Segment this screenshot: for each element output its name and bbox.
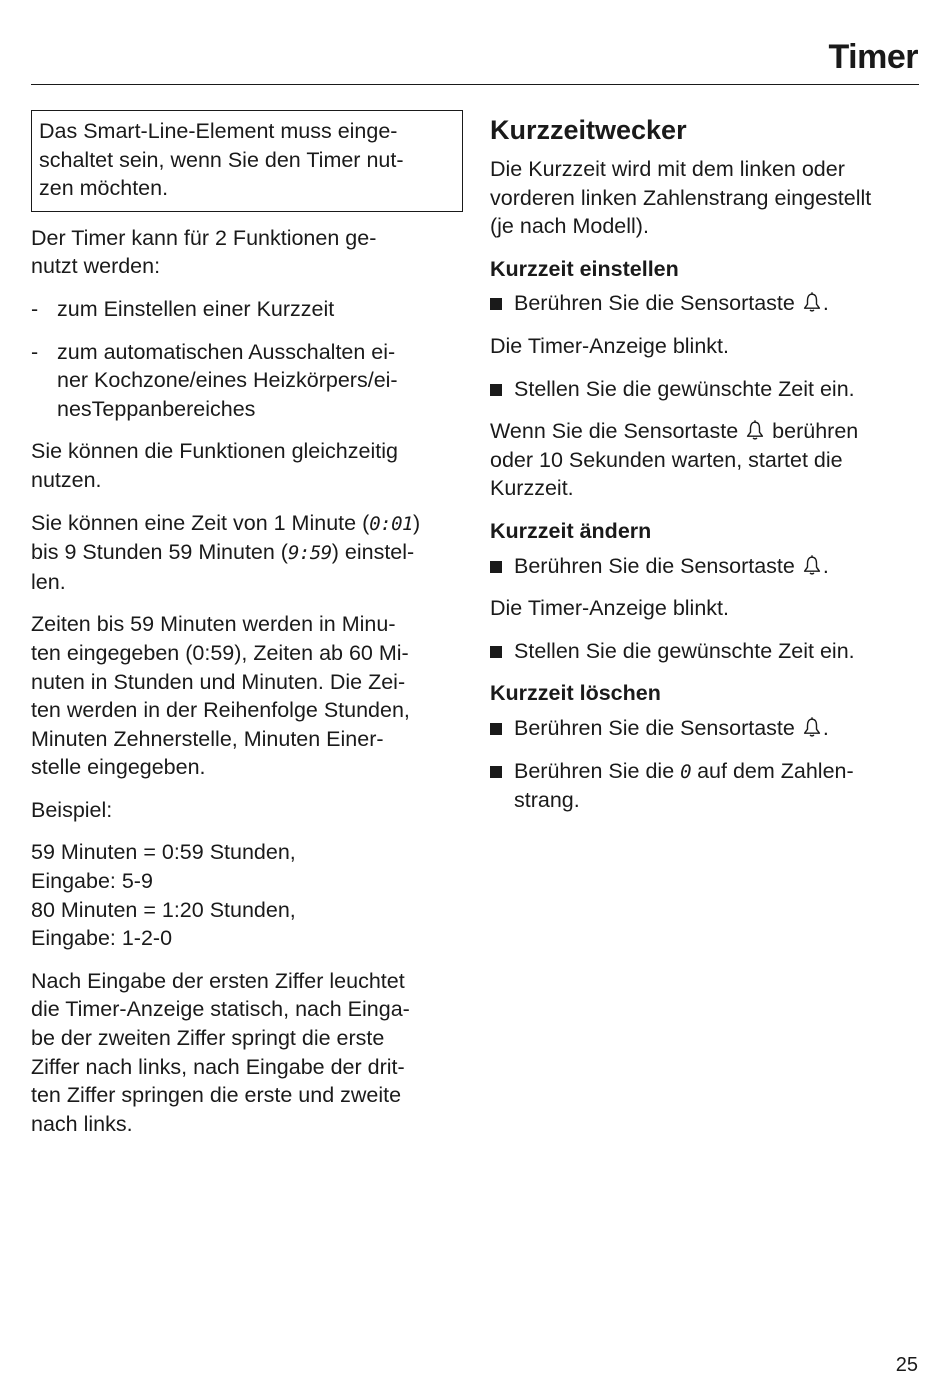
info-text: Die Timer-Anzeige blinkt.: [490, 596, 729, 621]
text-line: (je nach Modell).: [490, 214, 649, 239]
intro-paragraph: [31, 224, 463, 281]
section-heading: Kurzzeitwecker: [490, 115, 687, 145]
step-item: [490, 375, 920, 404]
list-item: [31, 295, 463, 324]
dash-marker: -: [31, 296, 39, 321]
text-line: [490, 417, 920, 446]
time-range-paragraph: [31, 509, 463, 597]
simultaneous-paragraph: [31, 437, 463, 494]
example-paragraph: [31, 838, 463, 952]
text-line: ten Ziffer springen die erste und zweite: [31, 1083, 402, 1108]
bullet-square: [490, 766, 502, 778]
text-line: be der zweiten Ziffer springt die erste: [31, 1026, 385, 1051]
text-line: Sie können die Funktionen gleichzeitig: [31, 439, 398, 464]
text-line: Minuten Zehnerstelle, Minuten Einer-: [31, 726, 384, 751]
bell-icon: [744, 419, 766, 441]
lcd-max-time: 9:59: [287, 542, 332, 565]
text-line: zum Einstellen einer Kurzzeit: [57, 296, 335, 321]
text-line: Kurzzeit.: [490, 476, 574, 501]
step-item: [490, 637, 920, 666]
step-item: [490, 289, 920, 318]
text-segment: ): [413, 510, 421, 535]
text-line: stelle eingegeben.: [31, 755, 206, 780]
bullet-square: [490, 384, 502, 396]
subheading-change: Kurzzeit ändern: [490, 518, 652, 543]
step-text: Berühren Sie die Sensortaste: [514, 715, 795, 740]
step-text: Berühren Sie die Sensortaste: [514, 553, 795, 578]
bell-icon: [801, 291, 823, 313]
text-line: nuten in Stunden und Minuten. Die Zei-: [31, 669, 406, 694]
text-line: vorderen linken Zahlenstrang eingestellt: [490, 185, 872, 210]
notice-line: schaltet sein, wenn Sie den Timer nut-: [39, 147, 404, 172]
lcd-min-time: 0:01: [369, 512, 413, 535]
right-column: [490, 110, 920, 829]
subheading-set: Kurzzeit einstellen: [490, 256, 679, 281]
text-line: Nach Eingabe der ersten Ziffer leuchtet: [31, 968, 405, 993]
text-line: strang.: [514, 788, 580, 813]
info-text: Die Timer-Anzeige blinkt.: [490, 333, 729, 358]
text-segment: ) einstel-: [331, 540, 415, 565]
text-line: nutzt werden:: [31, 254, 161, 279]
text-line: ten werden in der Reihenfolge Stunden,: [31, 698, 410, 723]
page-title: Timer: [828, 38, 918, 76]
text-segment: bis 9 Stunden 59 Minuten (: [31, 540, 288, 565]
start-paragraph: [490, 417, 920, 503]
bell-icon: [801, 716, 823, 738]
bullet-square: [490, 561, 502, 573]
step-text: .: [822, 291, 829, 316]
left-column: [31, 110, 463, 1152]
text-line: Zeiten bis 59 Minuten werden in Minu-: [31, 612, 396, 637]
step-text: Stellen Sie die gewünschte Zeit ein.: [514, 638, 855, 663]
text-line: nutzen.: [31, 467, 102, 492]
text-line: ten eingegeben (0:59), Zeiten ab 60 Mi-: [31, 640, 409, 665]
notice-line: zen möchten.: [39, 176, 169, 201]
bell-icon: [801, 554, 823, 576]
list-item: [31, 338, 463, 424]
text-line: nesTeppanbereiches: [57, 396, 256, 421]
step-item: [490, 552, 920, 581]
text-line: [31, 509, 463, 539]
text-line: [514, 757, 920, 787]
subheading-delete: Kurzzeit löschen: [490, 681, 661, 706]
text-line: Der Timer kann für 2 Funktionen ge-: [31, 225, 377, 250]
text-segment: berühren: [772, 419, 859, 444]
bullet-square: [490, 298, 502, 310]
text-line: 80 Minuten = 1:20 Stunden,: [31, 897, 296, 922]
text-segment: Sie können eine Zeit von 1 Minute (: [31, 510, 370, 535]
text-line: Eingabe: 1-2-0: [31, 926, 173, 951]
bullet-square: [490, 646, 502, 658]
notice-box: [31, 110, 463, 212]
text-segment: Wenn Sie die Sensortaste: [490, 419, 739, 444]
page-number: 25: [895, 1354, 918, 1376]
text-line: ner Kochzone/eines Heizkörpers/ei-: [57, 368, 398, 393]
text-line: nach links.: [31, 1111, 133, 1136]
step-text: Stellen Sie die gewünschte Zeit ein.: [514, 376, 855, 401]
text-line: zum automatischen Ausschalten ei-: [57, 339, 396, 364]
text-line: len.: [31, 569, 66, 594]
text-line: Eingabe: 5-9: [31, 869, 153, 894]
display-paragraph: [31, 967, 463, 1139]
step-item: [490, 714, 920, 743]
step-text: Berühren Sie die Sensortaste: [514, 291, 795, 316]
section-intro: [490, 155, 920, 241]
text-line: oder 10 Sekunden warten, startet die: [490, 447, 843, 472]
entry-paragraph: [31, 610, 463, 782]
step-text: auf dem Zahlen-: [697, 758, 854, 783]
text-line: die Timer-Anzeige statisch, nach Einga-: [31, 997, 410, 1022]
text-line: [31, 538, 463, 568]
step-text: .: [822, 553, 829, 578]
example-label: Beispiel:: [31, 797, 113, 822]
text-line: Ziffer nach links, nach Eingabe der drit-: [31, 1054, 405, 1079]
step-text: Berühren Sie die: [514, 758, 675, 783]
bullet-square: [490, 723, 502, 735]
step-item: [490, 757, 920, 815]
dash-marker: -: [31, 339, 39, 364]
step-text: .: [822, 715, 829, 740]
lcd-zero: 0: [680, 760, 692, 783]
text-line: Die Kurzzeit wird mit dem linken oder: [490, 157, 845, 181]
title-divider: [31, 84, 919, 85]
notice-line: Das Smart-Line-Element muss einge-: [39, 119, 398, 143]
text-line: 59 Minuten = 0:59 Stunden,: [31, 840, 296, 865]
